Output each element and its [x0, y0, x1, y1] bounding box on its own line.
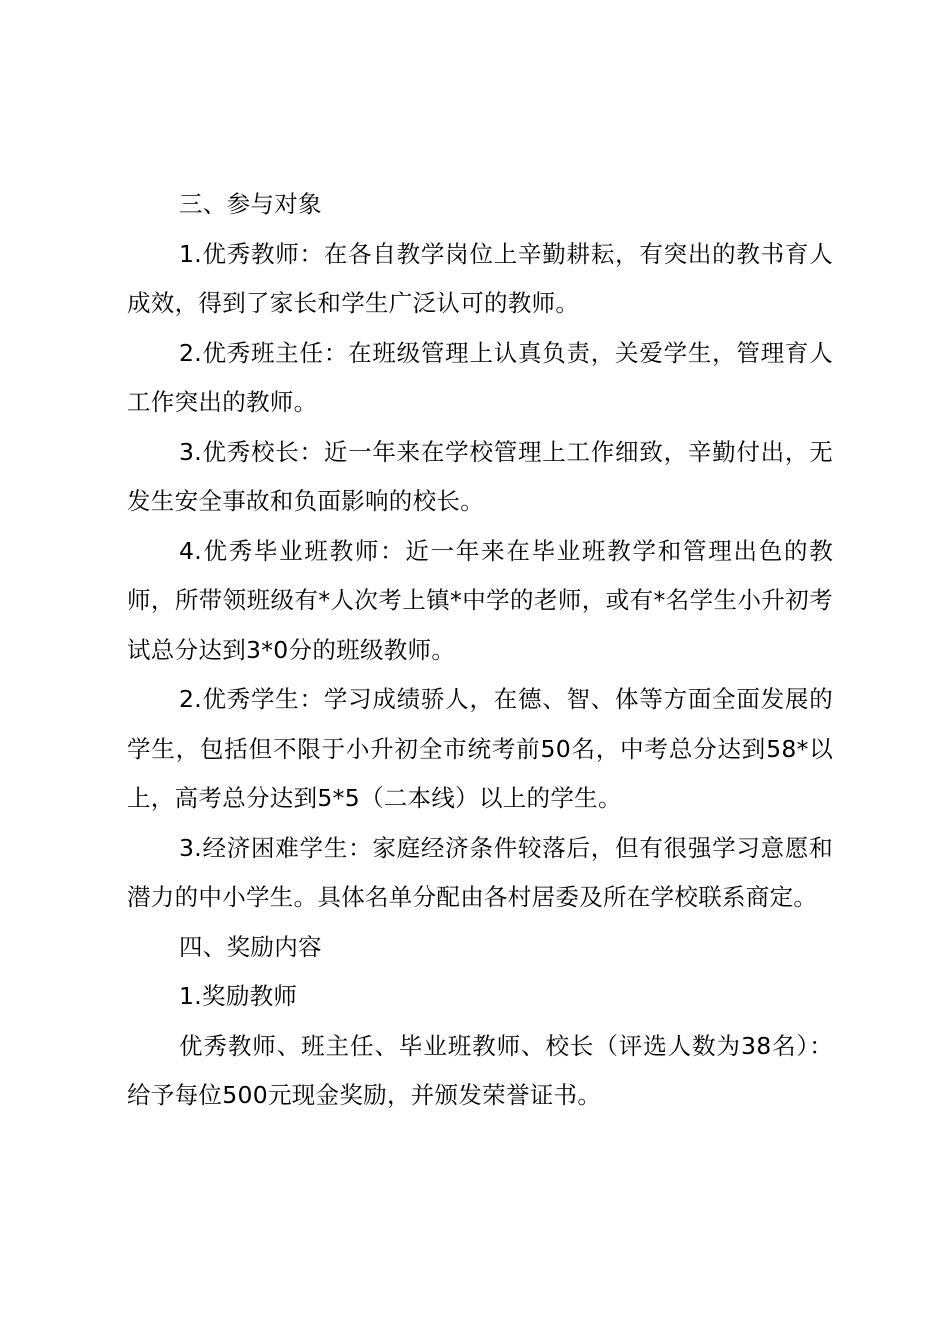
paragraph-excellent-principal: 3.优秀校长：近一年来在学校管理上工作细致，辛勤付出，无发生安全事故和负面影响的校长。	[127, 437, 833, 515]
paragraph-excellent-teacher: 1.优秀教师：在各自教学岗位上辛勤耕耘，有突出的教书育人成效，得到了家长和学生广泛认可的教师。	[127, 239, 833, 317]
paragraph-teacher-reward-details: 优秀教师、班主任、毕业班教师、校长（评选人数为38名）：给予每位500元现金奖励，并颁发荣誉证书。	[127, 1031, 833, 1109]
paragraph-excellent-student: 2.优秀学生：学习成绩骄人，在德、智、体等方面全面发展的学生，包括但不限于小升初全市统考前50名，中考总分达到58*以上，高考总分达到5*5（二本线）以上的学生。	[127, 685, 833, 812]
paragraph-needy-student: 3.经济困难学生：家庭经济条件较落后，但有很强学习意愿和潜力的中小学生。具体名单分配由各村居委及所在学校联系商定。	[127, 833, 833, 911]
paragraph-graduating-class-teacher: 4.优秀毕业班教师：近一年来在毕业班教学和管理出色的教师，所带领班级有*人次考上镇*中学的老师，或有*名学生小升初考试总分达到3*0分的班级教师。	[127, 536, 833, 664]
subheading-teacher-rewards: 1.奖励教师	[179, 982, 298, 1010]
document-body	[127, 180, 833, 1121]
paragraph-excellent-head-teacher: 2.优秀班主任：在班级管理上认真负责，关爱学生，管理育人工作突出的教师。	[127, 338, 833, 416]
section-heading-rewards: 四、奖励内容	[179, 932, 322, 961]
section-heading-participants: 三、参与对象	[179, 190, 322, 218]
